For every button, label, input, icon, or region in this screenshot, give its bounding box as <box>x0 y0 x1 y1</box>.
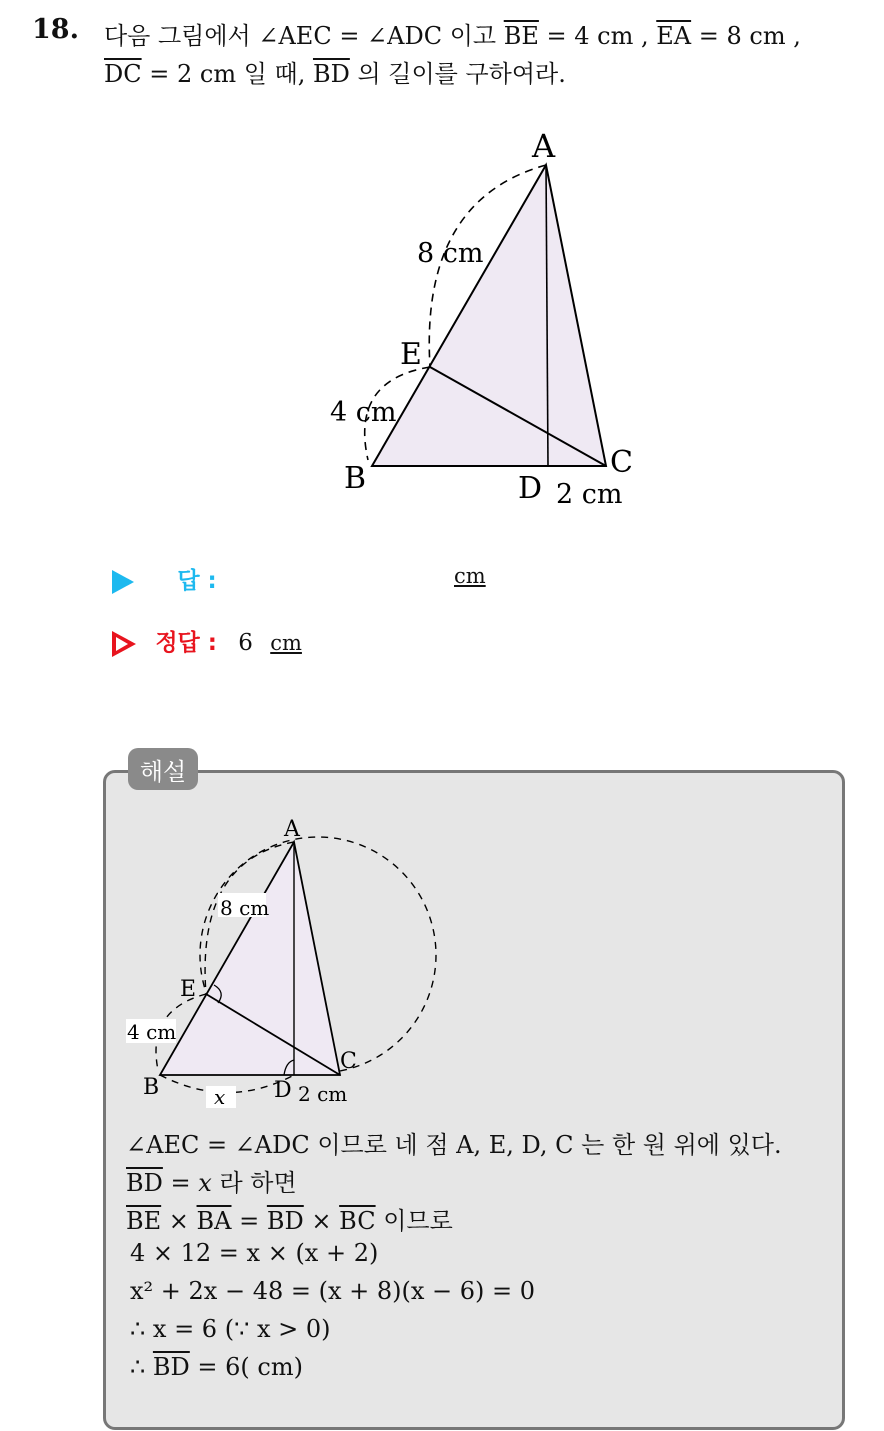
label-dc-length: 2 cm <box>556 479 623 510</box>
solution-line-2: $\overline{BD} = x$ 라 하면 <box>126 1169 297 1197</box>
question-line-2: $\overline{DC} = 2$ cm 일 때, $\overline{BD}$ 의 길이를 구하여라. <box>104 60 566 88</box>
solution-label-ea: 8 cm <box>220 896 270 920</box>
solution-label-be: 4 cm <box>127 1020 177 1044</box>
correct-answer-label: 정답 : <box>155 630 217 656</box>
point-a-label: A <box>532 127 556 165</box>
answer-label: 답 : <box>177 568 217 594</box>
label-be-length: 4 cm <box>330 397 397 428</box>
solution-line-4: 4 × 12 = x × (x + 2) <box>130 1239 379 1267</box>
solution-label-dc: 2 cm <box>298 1082 348 1106</box>
question-number: 18. <box>32 14 79 45</box>
label-ea-length: 8 cm <box>417 238 484 269</box>
correct-answer-unit: cm <box>270 631 302 655</box>
solution-line-7: ∴ $\overline{BD} = 6$( cm) <box>130 1353 303 1381</box>
point-d-label: D <box>518 471 543 506</box>
solution-line-1: ∠AEC = ∠ADC 이므로 네 점 A, E, D, C 는 한 원 위에 있다. <box>126 1131 782 1159</box>
solution-line-3: $\overline{BE} \times \overline{BA} = \overline{BD} \times \overline{BC}$ 이므로 <box>126 1207 453 1235</box>
solution-badge: 해설 <box>128 748 198 790</box>
solution-point-c: C <box>340 1049 357 1074</box>
solution-point-b: B <box>143 1075 160 1100</box>
solution-line-6: ∴ x = 6 (∵ x > 0) <box>130 1315 331 1343</box>
solution-label-bd: x <box>214 1085 226 1109</box>
solution-point-e: E <box>180 977 197 1002</box>
solution-line-5: x² + 2x − 48 = (x + 8)(x − 6) = 0 <box>130 1277 536 1305</box>
solution-triangle-abc <box>160 842 340 1075</box>
solution-point-d: D <box>274 1078 292 1103</box>
point-b-label: B <box>344 461 367 496</box>
point-e-label: E <box>400 337 422 372</box>
correct-answer-value: 6 <box>238 630 253 656</box>
solution-point-a: A <box>284 817 300 842</box>
answer-unit: cm <box>454 564 486 588</box>
point-c-label: C <box>610 445 633 480</box>
question-line-1: 다음 그림에서 ∠AEC = ∠ADC 이고 $\overline{BE} = 4$ cm , $\overline{EA} = 8$ cm , <box>104 22 801 50</box>
